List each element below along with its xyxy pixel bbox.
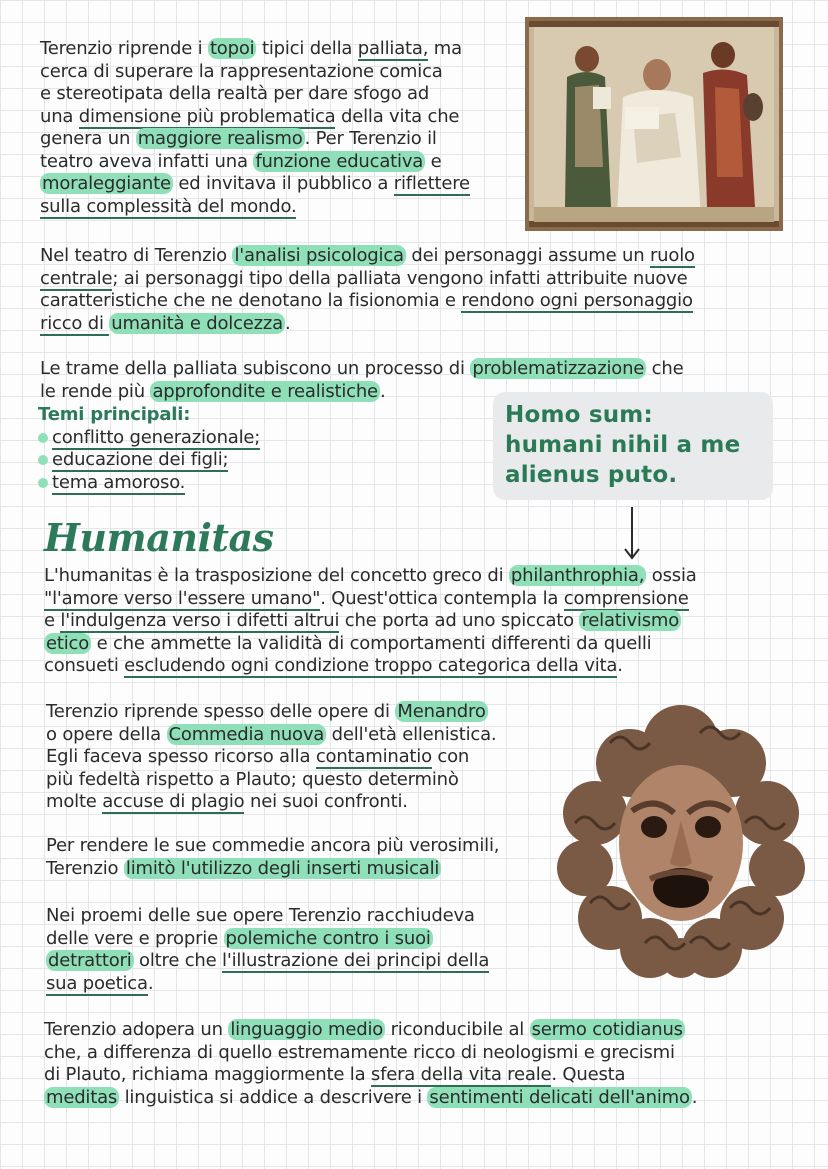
text-segment: dell'età ellenistica. (326, 723, 497, 745)
highlighted-text: linguaggio medio (230, 1019, 384, 1040)
text-segment: ossia (646, 565, 697, 586)
underlined-text: sua poetica (46, 972, 148, 994)
highlighted-text: funzione educativa (255, 150, 424, 172)
underlined-text: dimensione più problematica (78, 105, 336, 127)
text-segment: Per rendere le sue commedie ancora più verosimili, (46, 835, 500, 856)
text-segment: ed invitava il pubblico a (172, 173, 394, 194)
text-segment: Le trame della palliata subiscono un processo di (40, 358, 471, 379)
text-segment: delle vere e proprie (46, 927, 224, 949)
theme-item: tema amoroso. (38, 472, 260, 495)
highlighted-text: problematizzazione (472, 358, 645, 379)
highlighted-text: maggiore realismo (137, 128, 303, 149)
underlined-text: centrale (40, 267, 113, 289)
highlighted-text: umanità e dolcezza (111, 312, 284, 334)
text-segment: riconducibile al (385, 1019, 530, 1040)
text-segment: . (617, 655, 623, 676)
text-segment: e che ammette la validità di comportamenti differenti da quelli (91, 632, 652, 654)
quote-line-2: humani nihil a me (505, 432, 741, 458)
intro-paragraph (40, 38, 470, 218)
text-segment: . (147, 972, 154, 994)
underlined-text: comprensione (563, 587, 689, 609)
text-segment: caratteristiche che ne denotano la fisionomia e (40, 290, 462, 311)
proemi-line (46, 928, 489, 951)
music-paragraph (46, 835, 499, 880)
text-segment: che (646, 358, 684, 379)
highlighted-text: topoi (209, 38, 255, 59)
humanitas-line (44, 610, 697, 633)
menandro-line (46, 724, 496, 747)
highlighted-text: meditas (46, 1086, 118, 1108)
psico-line (40, 313, 695, 336)
highlighted-text: relativismo (581, 610, 680, 631)
underlined-text: l'illustrazione dei principi della (222, 950, 490, 971)
linguaggio-line (44, 1019, 697, 1042)
main-themes-list (38, 404, 260, 494)
menandro-line (46, 769, 496, 792)
highlighted-text: etico (46, 632, 90, 654)
text-segment: nei suoi confronti. (244, 791, 408, 812)
underlined-text: sfera della vita reale (370, 1064, 552, 1085)
quote-line-3: alienus puto. (505, 462, 678, 488)
humanitas-paragraph (44, 565, 697, 678)
text-segment: e (44, 610, 61, 631)
musicali-line (46, 858, 499, 881)
underlined-text: sulla complessità del mondo. (40, 195, 297, 217)
psychological-analysis-paragraph (40, 245, 695, 335)
bullet-icon (38, 455, 48, 465)
intro-line (40, 106, 470, 129)
text-segment: . (691, 1086, 698, 1108)
musicali-line (46, 835, 499, 858)
highlighted-text: l'analisi psicologica (234, 245, 404, 266)
humanitas-line (44, 633, 697, 656)
humanitas-heading: Humanitas (44, 515, 274, 560)
psico-line (40, 268, 695, 291)
menandro-paragraph (46, 701, 496, 814)
text-segment: con (431, 746, 470, 767)
trame-line (40, 358, 683, 381)
highlighted-text: Commedia nuova (168, 723, 325, 745)
intro-line (40, 196, 470, 219)
text-segment: molte (46, 791, 103, 812)
highlighted-text: sermo cotidianus (531, 1019, 683, 1040)
linguaggio-line (44, 1042, 697, 1065)
intro-line (40, 83, 470, 106)
text-segment: cerca di superare la rappresentazione comica (40, 60, 443, 82)
underlined-text: l'indulgenza verso i difetti altrui (60, 610, 340, 631)
text-segment: . Questa (551, 1064, 626, 1085)
theater-mask-image (550, 703, 812, 978)
menandro-line (46, 791, 496, 814)
humanitas-line (44, 565, 697, 588)
underlined-text: contaminatio (315, 746, 432, 767)
text-segment: Terenzio adopera un (44, 1019, 229, 1040)
humanitas-line (44, 655, 697, 678)
underlined-text: rendono ogni personaggio (461, 290, 693, 311)
text-segment: più fedeltà rispetto a Plauto; questo determinò (46, 768, 459, 790)
highlighted-text: approfondite e realistiche (152, 380, 378, 402)
text-segment: . Quest'ottica contempla la (320, 587, 564, 609)
text-segment: . Per Terenzio il (304, 128, 437, 149)
text-segment: Terenzio riprende spesso delle opere di (46, 701, 396, 722)
underlined-text: palliata, (357, 38, 429, 59)
text-segment: ; ai personaggi tipo della palliata vengono infatti attribuite nuove (112, 267, 688, 289)
humanitas-line (44, 588, 697, 611)
text-segment: linguistica si addice a descrivere i (119, 1086, 428, 1108)
text-segment: ma (428, 38, 462, 59)
text-segment: Nel teatro di Terenzio (40, 245, 233, 266)
quote-box (493, 392, 773, 500)
text-segment: Terenzio riprende i (40, 38, 208, 59)
highlighted-text: Menandro (397, 701, 486, 722)
text-segment: consueti (44, 655, 125, 676)
menandro-line (46, 746, 496, 769)
text-segment: . (379, 380, 386, 402)
text-segment: che porta ad uno spiccato (339, 610, 580, 631)
highlighted-text: polemiche contro i suoi (225, 927, 431, 949)
text-segment: una (40, 105, 79, 127)
underlined-text: escludendo ogni condizione troppo categorica della vita (124, 655, 618, 676)
text-segment: di Plauto, richiama maggiormente la (44, 1064, 371, 1085)
theme-item: conflitto generazionale; (38, 427, 260, 450)
text-segment: che, a differenza di quello estremamente ricco di neologismi e grecismi (44, 1041, 675, 1063)
text-segment: tipici della (256, 38, 358, 59)
intro-line (40, 61, 470, 84)
underlined-text: riflettere (393, 173, 470, 194)
main-themes-title: Temi principali: (38, 404, 191, 425)
text-segment: le rende più (40, 380, 151, 402)
text-segment: oltre che (133, 950, 223, 971)
text-segment: o opere della (46, 723, 167, 745)
underlined-text: ruolo (649, 245, 695, 266)
text-segment: L'humanitas è la trasposizione del concetto greco di (44, 565, 509, 586)
text-segment: genera un (40, 128, 136, 149)
text-segment: Terenzio (46, 857, 124, 879)
highlighted-text: moraleggiante (42, 173, 171, 194)
linguaggio-line (44, 1087, 697, 1110)
text-segment: e stereotipata della realtà per dare sfogo ad (40, 83, 430, 104)
bullet-icon (38, 478, 48, 488)
menandro-line (46, 701, 496, 724)
proemi-line (46, 905, 489, 928)
intro-line (40, 173, 470, 196)
highlighted-text: philanthrophia, (510, 565, 645, 586)
prologues-paragraph (46, 905, 489, 995)
highlighted-text: sentimenti delicati dell'animo (429, 1086, 690, 1108)
language-paragraph (44, 1019, 697, 1109)
intro-line (40, 151, 470, 174)
highlighted-text: limitò l'utilizzo degli inserti musicali (125, 857, 440, 879)
highlighted-text: detrattori (48, 950, 132, 971)
text-segment: . (285, 312, 291, 334)
mosaic-image (525, 17, 783, 231)
underlined-text: ricco di (40, 312, 110, 334)
proemi-line (46, 950, 489, 973)
text-segment: della vita che (335, 105, 460, 127)
underlined-text: "l'amore verso l'essere umano" (44, 587, 321, 609)
text-segment: Nei proemi delle sue opere Terenzio racchiudeva (46, 905, 475, 926)
linguaggio-line (44, 1064, 697, 1087)
intro-line (40, 38, 470, 61)
proemi-line (46, 973, 489, 996)
psico-line (40, 290, 695, 313)
arrow-down-icon (622, 505, 642, 561)
theme-item: educazione dei figli; (38, 449, 260, 472)
text-segment: teatro aveva infatti una (40, 150, 254, 172)
quote-line-1: Homo sum: (505, 402, 653, 428)
text-segment: Egli faceva spesso ricorso alla (46, 746, 316, 767)
text-segment: e (425, 150, 442, 172)
bullet-icon (38, 433, 48, 443)
underlined-text: accuse di plagio (102, 791, 245, 812)
psico-line (40, 245, 695, 268)
text-segment: dei personaggi assume un (405, 245, 650, 266)
intro-line (40, 128, 470, 151)
